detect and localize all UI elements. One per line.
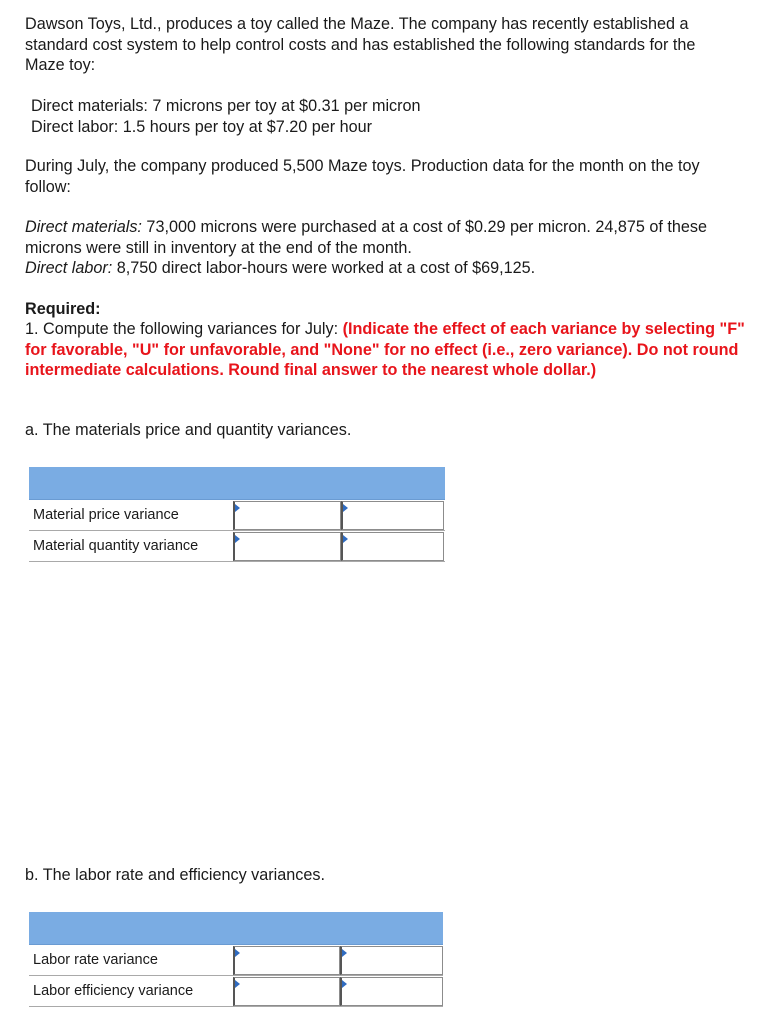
material-price-amount-input[interactable] [235, 502, 340, 529]
direct-materials-label: Direct materials: [25, 218, 142, 236]
material-quantity-effect-select[interactable] [343, 533, 443, 560]
question-text: 1. Compute the following variances for July: [25, 320, 343, 338]
effect-cell[interactable] [340, 946, 443, 975]
table-row [29, 945, 443, 976]
direct-labor-label: Direct labor: [25, 259, 113, 277]
row-label: Material price variance [33, 507, 179, 523]
labor-variance-table [29, 912, 443, 1007]
row-label: Labor rate variance [33, 952, 158, 968]
direct-labor-text: 8,750 direct labor-hours were worked at a cost of $69,125. [112, 259, 536, 277]
required-question [25, 319, 747, 381]
labor-efficiency-effect-select[interactable] [342, 978, 442, 1005]
row-label: Material quantity variance [33, 538, 199, 554]
labor-efficiency-amount-input[interactable] [235, 978, 340, 1005]
labor-rate-effect-select[interactable] [342, 947, 442, 974]
effect-cell[interactable] [340, 977, 443, 1006]
standard-direct-materials: Direct materials: 7 microns per toy at $0.31 per micron [31, 97, 421, 115]
direct-materials-data [25, 217, 753, 258]
amount-cell[interactable] [233, 532, 341, 561]
part-b-title: b. The labor rate and efficiency variances. [25, 866, 325, 884]
instruction-text: (Indicate the effect of each variance by selecting "F" for favorable, "U" for unfavorable, and "None" for no effect (i.e., zero variance). Do not round intermediate calculations. Round final answer to the nearest whole dollar.) [25, 320, 745, 379]
table-row [29, 976, 443, 1007]
table-row [29, 531, 445, 562]
material-quantity-amount-input[interactable] [235, 533, 340, 560]
direct-materials-text: 73,000 microns were purchased at a cost of $0.29 per micron. 24,875 of these microns were still in inventory at the end of the month. [25, 218, 708, 257]
materials-variance-table [29, 467, 445, 562]
amount-cell[interactable] [233, 946, 341, 975]
part-a-title: a. The materials price and quantity variances. [25, 421, 352, 439]
table-header [29, 912, 443, 945]
table-header [29, 467, 445, 500]
direct-labor-data [25, 258, 745, 279]
effect-cell[interactable] [341, 532, 444, 561]
standard-direct-labor: Direct labor: 1.5 hours per toy at $7.20 per hour [31, 118, 373, 136]
amount-cell[interactable] [233, 977, 341, 1006]
labor-rate-amount-input[interactable] [235, 947, 340, 974]
effect-cell[interactable] [341, 501, 444, 530]
material-price-effect-select[interactable] [343, 502, 443, 529]
table-row [29, 500, 445, 531]
required-heading: Required: [25, 300, 101, 318]
amount-cell[interactable] [233, 501, 341, 530]
problem-intro: Dawson Toys, Ltd., produces a toy called the Maze. The company has recently established a standard cost system to help control costs and has established the following standards for the Maze toy: [25, 15, 696, 74]
production-summary: During July, the company produced 5,500 Maze toys. Production data for the month on the toy follow: [25, 157, 700, 196]
row-label: Labor efficiency variance [33, 983, 194, 999]
